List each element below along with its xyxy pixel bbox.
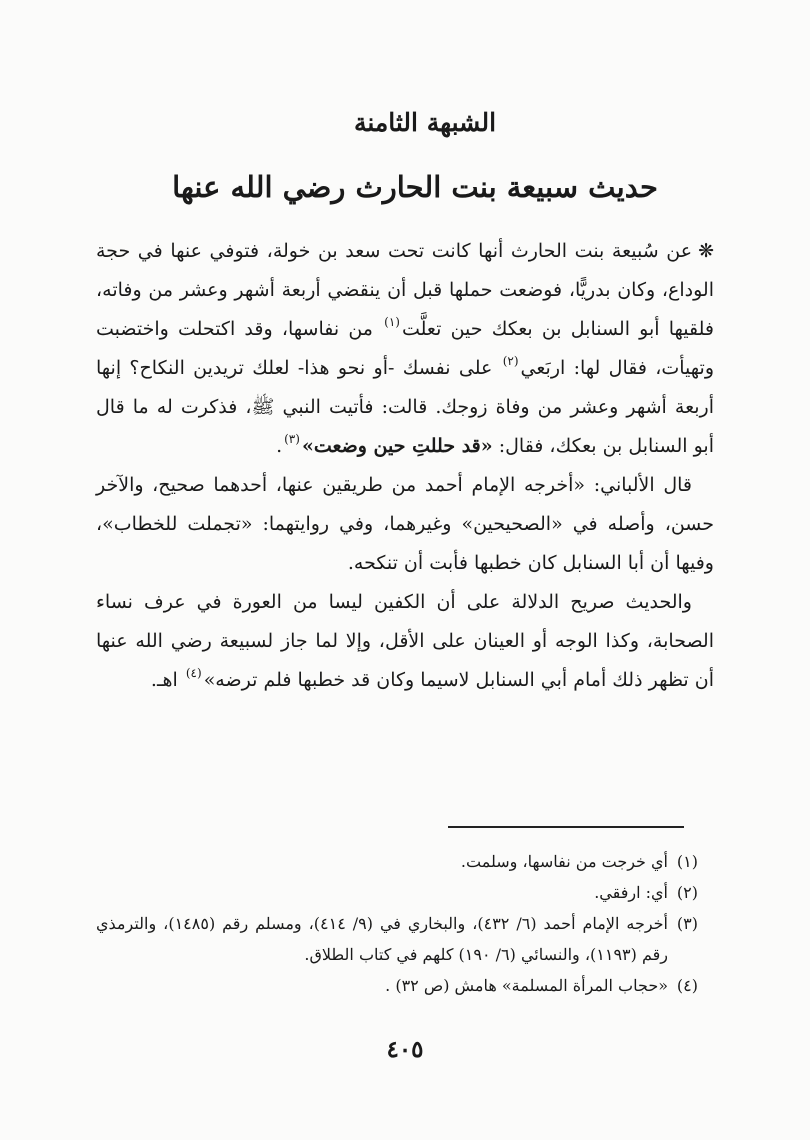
- main-text: [96, 232, 714, 700]
- hadith-part-3: على نفسك -أو نحو هذا- لعلك تريدين النكاح؟ إنها أربعة أشهر وعشر من وفاة زوجك. قالت: فأتيت النبي ﷺ، فذكرت له ما قال أبو السنابل بن بعكك، فقال:: [96, 357, 714, 457]
- footnote-ref-1: (١): [384, 315, 400, 329]
- prophet-quote: «قد حللتِ حين وضعت»: [301, 435, 493, 457]
- footnote-text: أخرجه الإمام أحمد (٦/ ٤٣٢)، والبخاري في (٩/ ٤١٤)، ومسلم رقم (١٤٨٥)، والترمذي رقم (١١٩٣)، والنسائي (٦/ ١٩٠) كلهم في كتاب الطلاق.: [96, 914, 668, 964]
- footnote-ref-4: (٤): [185, 666, 202, 680]
- footnote-text: «حجاب المرأة المسلمة» هامش (ص ٣٢) .: [385, 976, 668, 995]
- footnotes: [96, 846, 698, 1001]
- paragraph-albani: قال الألباني: «أخرجه الإمام أحمد من طريقين عنها، أحدهما صحيح، والآخر حسن، وأصله في «الصحيحين» وغيرهما، وفي روايتهما: «تجملت للخطاب»، وفيها أن أبا السنابل كان خطبها فأبت أن تنكحه.: [96, 474, 714, 574]
- footnote-1: [96, 846, 698, 877]
- footnote-number: (٢): [676, 883, 698, 902]
- hadith-end: .: [276, 435, 283, 457]
- footnote-divider: [448, 826, 684, 828]
- footnote-4: [96, 970, 698, 1001]
- hadith-title: حديث سبيعة بنت الحارث رضي الله عنها: [172, 170, 658, 204]
- footnote-number: (١): [676, 852, 698, 871]
- star-ornament-icon: ❋: [698, 240, 714, 262]
- footnote-ref-2: (٢): [502, 354, 519, 368]
- footnote-2: [96, 877, 698, 908]
- conclusion-end: اهـ.: [150, 669, 184, 691]
- footnote-3: [96, 908, 698, 970]
- footnote-text: أي: ارفقي.: [594, 883, 668, 902]
- hadith-part-2: من نفاسها، وقد اكتحلت واختضبت وتهيأت، فقال لها: اربَعي: [96, 318, 715, 379]
- paragraph-conclusion: [96, 583, 714, 700]
- footnote-number: (٣): [676, 914, 698, 933]
- hadith-intro: عن سُبيعة بنت الحارث أنها كانت تحت سعد بن خولة، فتوفي عنها في حجة الوداع، وكان بدريًّا، فوضعت حملها قبل أن ينقضي أربعة أشهر وعشر من وفاته، فلقيها أبو السنابل بن بعكك حين تعلَّت: [96, 240, 714, 340]
- section-title: الشبهة الثامنة: [353, 108, 497, 137]
- page-number: ٤٠٥: [386, 1036, 424, 1063]
- footnote-number: (٤): [676, 976, 698, 995]
- conclusion-text: والحديث صريح الدلالة على أن الكفين ليسا من العورة في عرف نساء الصحابة، وكذا الوجه أو العينان على الأقل، وإلا لما جاز لسبيعة رضي الله عنها أن تظهر ذلك أمام أبي السنابل لاسيما وكان قد خطبها فلم ترضه»: [96, 591, 714, 691]
- footnote-text: أي خرجت من نفاسها، وسلمت.: [460, 852, 668, 871]
- footnote-ref-3: (٣): [284, 432, 300, 446]
- paragraph-hadith: [96, 232, 714, 466]
